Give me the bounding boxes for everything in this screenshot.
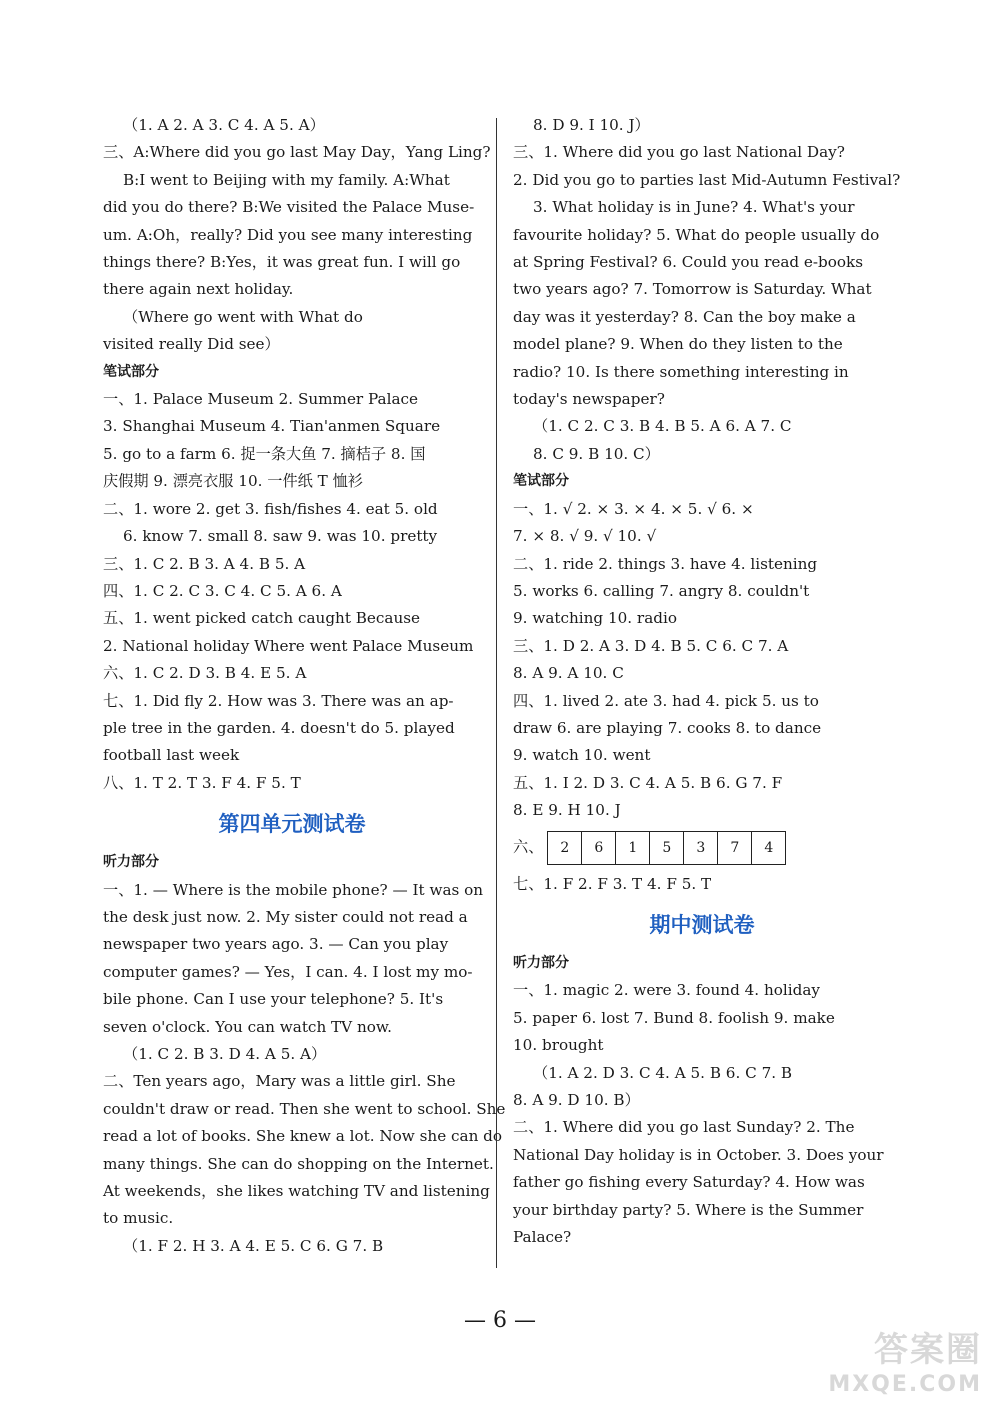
section-heading: 听力部分 (513, 954, 569, 971)
answer-line: 一、1. — Where is the mobile phone? — It was on (103, 880, 484, 899)
answer-line: 六、1. C 2. D 3. B 4. E 5. A (103, 664, 307, 683)
answer-line: did you do there? B:We visited the Palace Muse- (103, 198, 475, 217)
ordering-box: 5 (650, 832, 684, 864)
answer-line: ple tree in the garden. 4. doesn't do 5. played (103, 718, 455, 737)
answer-line: 8. D 9. I 10. J） (533, 116, 650, 134)
answer-line: 5. paper 6. lost 7. Bund 8. foolish 9. make (513, 1008, 835, 1027)
answer-line: 五、1. went picked catch caught Because (103, 609, 421, 628)
answer-line: 三、1. C 2. B 3. A 4. B 5. A (103, 554, 306, 573)
answer-line: 二、1. Where did you go last Sunday? 2. The (513, 1118, 855, 1137)
answer-line: At weekends，she likes watching TV and listening (103, 1182, 490, 1201)
answer-line: 3. Shanghai Museum 4. Tian'anmen Square (103, 417, 441, 436)
answer-line: at Spring Festival? 6. Could you read e-books (513, 253, 864, 272)
answer-line: 8. A 9. D 10. B） (513, 1091, 640, 1109)
section-heading: 笔试部分 (513, 473, 569, 490)
right-column-part-b (513, 871, 891, 1252)
left-column (103, 112, 506, 1260)
section-heading: 笔试部分 (103, 363, 159, 380)
answer-line: 5. works 6. calling 7. angry 8. couldn't (513, 581, 810, 600)
answer-line: 5. go to a farm 6. 捉一条大鱼 7. 摘桔子 8. 国 (103, 444, 426, 463)
answer-line: （Where go went with What do (123, 307, 363, 326)
answer-line: 二、Ten years ago，Mary was a little girl. She (103, 1072, 456, 1091)
answer-line: to music. (103, 1209, 174, 1228)
ordering-box: 6 (582, 832, 616, 864)
answer-line: um. A:Oh，really? Did you see many interesting (103, 225, 473, 244)
answer-line: newspaper two years ago. 3. — Can you play (103, 935, 449, 954)
ordering-answer-row (513, 829, 891, 867)
answer-line: （1. C 2. C 3. B 4. B 5. A 6. A 7. C (533, 417, 792, 436)
answer-line: football last week (103, 746, 240, 765)
answer-line: 七、1. F 2. F 3. T 4. F 5. T (513, 874, 712, 893)
ordering-box: 1 (616, 832, 650, 864)
answer-line: 一、1. √ 2. × 3. × 4. × 5. √ 6. × (513, 499, 754, 518)
answer-line: seven o'clock. You can watch TV now. (103, 1017, 392, 1036)
answer-line: 9. watch 10. went (513, 746, 651, 765)
answer-line: 二、1. ride 2. things 3. have 4. listening (513, 554, 818, 573)
answer-line: day was it yesterday? 8. Can the boy make a (513, 307, 856, 326)
answer-line: 七、1. Did fly 2. How was 3. There was an ap- (103, 691, 454, 710)
answer-line: 三、1. D 2. A 3. D 4. B 5. C 6. C 7. A (513, 636, 789, 655)
answer-line: 八、1. T 2. T 3. F 4. F 5. T (103, 773, 301, 792)
answer-line: two years ago? 7. Tomorrow is Saturday. What (513, 280, 872, 299)
answer-line: 8. E 9. H 10. J (513, 801, 621, 820)
answer-line: 6. know 7. small 8. saw 9. was 10. pretty (123, 527, 438, 546)
answer-line: 7. × 8. √ 9. √ 10. √ (513, 527, 657, 546)
answer-line: B:I went to Beijing with my family. A:What (123, 170, 450, 189)
answer-line: today's newspaper? (513, 390, 665, 409)
answer-line: 9. watching 10. radio (513, 609, 677, 628)
watermark-logo (792, 1328, 982, 1408)
answer-line: visited really Did see） (103, 335, 280, 354)
answer-line: favourite holiday? 5. What do people usually do (513, 225, 880, 244)
watermark-bottom-text: MXQE.COM (828, 1372, 982, 1397)
answer-line: 3. What holiday is in June? 4. What's your (533, 198, 855, 217)
answer-line: 2. National holiday Where went Palace Museum (103, 636, 474, 655)
answer-line: bile phone. Can I use your telephone? 5. It's (103, 990, 444, 1009)
answer-line: there again next holiday. (103, 280, 294, 299)
answer-line: model plane? 9. When do they listen to the (513, 335, 843, 354)
answer-line: radio? 10. Is there something interesting in (513, 362, 849, 381)
page-number: — 6 — (464, 1308, 536, 1333)
ordering-box: 7 (718, 832, 752, 864)
answer-line: the desk just now. 2. My sister could not read a (103, 907, 468, 926)
answer-line: 2. Did you go to parties last Mid-Autumn Festival? (513, 170, 901, 189)
answer-line: （1. A 2. A 3. C 4. A 5. A） (123, 116, 325, 134)
answer-line: 三、1. Where did you go last National Day? (513, 143, 845, 162)
answer-line: 三、A:Where did you go last May Day，Yang Ling? (103, 143, 491, 162)
ordering-box: 4 (764, 839, 774, 856)
ordering-boxes (547, 831, 786, 865)
answer-line: 一、1. Palace Museum 2. Summer Palace (103, 390, 419, 409)
answer-line: many things. She can do shopping on the Internet. (103, 1154, 494, 1173)
section-title: 第四单元测试卷 (218, 812, 366, 837)
answer-line: 一、1. magic 2. were 3. found 4. holiday (513, 981, 820, 1000)
answer-line: National Day holiday is in October. 3. Does your (513, 1145, 884, 1164)
section-heading: 听力部分 (103, 854, 159, 871)
answer-line: 五、1. I 2. D 3. C 4. A 5. B 6. G 7. F (513, 773, 783, 792)
answer-line: 10. brought (513, 1036, 604, 1055)
answer-line: things there? B:Yes，it was great fun. I will go (103, 253, 461, 272)
right-column (513, 112, 901, 1251)
answer-line: 8. C 9. B 10. C） (533, 444, 660, 463)
answer-line: （1. C 2. B 3. D 4. A 5. A） (123, 1045, 327, 1063)
answer-line: 二、1. wore 2. get 3. fish/fishes 4. eat 5. old (103, 499, 438, 518)
ordering-box: 3 (684, 832, 718, 864)
answer-line: 四、1. C 2. C 3. C 4. C 5. A 6. A (103, 581, 342, 600)
ordering-box: 2 (548, 832, 582, 864)
ordering-label: 六、 (513, 837, 544, 856)
answer-line: read a lot of books. She knew a lot. Now she can do (103, 1127, 503, 1146)
answer-line: computer games? — Yes，I can. 4. I lost my mo- (103, 962, 473, 981)
watermark-top-text: 答案圈 (874, 1330, 982, 1370)
answer-line: （1. A 2. D 3. C 4. A 5. B 6. C 7. B (533, 1063, 793, 1082)
answer-line: 四、1. lived 2. ate 3. had 4. pick 5. us to (513, 691, 819, 710)
answer-line: 庆假期 9. 漂亮衣服 10. 一件纸 T 恤衫 (103, 472, 363, 491)
answer-line: （1. F 2. H 3. A 4. E 5. C 6. G 7. B (123, 1236, 384, 1255)
answer-line: your birthday party? 5. Where is the Summer (513, 1200, 864, 1219)
section-title: 期中测试卷 (649, 912, 755, 937)
column-divider (496, 118, 497, 1268)
right-column-part-a (513, 112, 901, 825)
answer-line: draw 6. are playing 7. cooks 8. to dance (513, 718, 822, 737)
answer-line: Palace? (513, 1228, 572, 1247)
answer-line: father go fishing every Saturday? 4. How was (513, 1173, 865, 1192)
answer-line: couldn't draw or read. Then she went to school. She (103, 1099, 506, 1118)
answer-line: 8. A 9. A 10. C (513, 664, 624, 683)
